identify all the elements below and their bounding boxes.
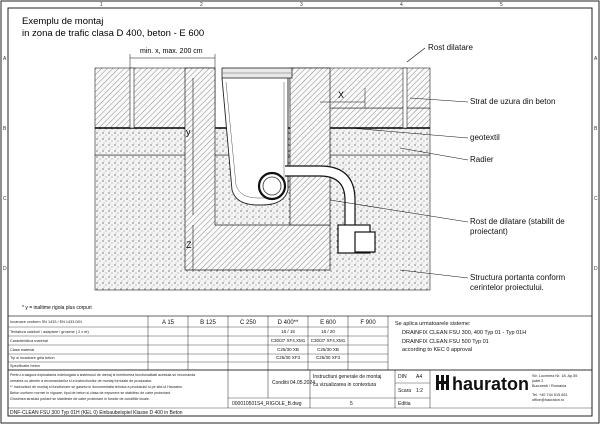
- table-row-label-5: Tip si incadrare grila beton: [10, 356, 55, 360]
- class-d400: D 400**: [277, 320, 299, 326]
- drawing-title-line2: in zona de trafic clasa D 400, beton - E 600: [22, 28, 205, 39]
- cell-d400-concrete-2: C25/30 XB: [277, 347, 299, 352]
- note-line-5: Grosimea stratului portant se stabileste de catre proiectant in functie de conditiile locale.: [10, 397, 150, 401]
- cell-d400-thickness: 16 / 15: [281, 329, 295, 334]
- grid-row-b: B: [3, 126, 7, 132]
- dimension-x-label: X: [338, 90, 345, 100]
- callout-rost-dilatare: Rost dilatare: [428, 43, 473, 52]
- address-line-2: judet 2: [532, 379, 544, 383]
- grid-row-d-right: D: [594, 266, 598, 272]
- wear-layer-right: [320, 108, 430, 128]
- callout-structura-1: Structura portanta conform: [470, 273, 566, 282]
- address-line-1: Str. Lucmirea Nr. 18, Ap.55: [532, 374, 578, 378]
- callout-structura-2: cerintelor proiectului.: [470, 283, 544, 292]
- grid-col-5: 5: [500, 2, 503, 8]
- grid-row-d: D: [3, 266, 7, 272]
- supply-line-2: DRAINFIX CLEAN FSU 500 Typ 01: [402, 339, 489, 345]
- note-line-1: Pentru a asigura exploatarea indelungata a sistemului de drenaj si mentinerea functionalitatii acestuia se recomanda: [10, 373, 196, 377]
- table-row-label-4: Clasa material: [10, 348, 35, 352]
- dimension-z-label: Z: [186, 240, 192, 250]
- din-label: DIN: [398, 374, 407, 380]
- supply-line-3: according to KEC 0 approval: [402, 347, 473, 353]
- grid-row-a-right: A: [594, 56, 598, 62]
- format-value: A4: [416, 374, 423, 380]
- cell-e600-concrete-3: C25/30 XF3: [315, 355, 341, 360]
- cell-e600-thickness: 16 / 20: [321, 329, 335, 334]
- callout-geotextil: geotextil: [470, 133, 500, 142]
- cell-d400-concrete-1: C30/37 XF4,XM1: [270, 338, 306, 343]
- callout-radier: Radier: [470, 155, 494, 164]
- grid-col-3: 3: [300, 2, 303, 8]
- class-e600: E 600: [320, 320, 336, 326]
- title-block: [8, 370, 592, 416]
- description-line-1: Instructiuni generale de montaj: [313, 374, 382, 380]
- cell-d400-concrete-3: C25/30 XF3: [275, 355, 301, 360]
- grid-row-c: C: [3, 196, 7, 202]
- expansion-joint-right: [403, 68, 407, 128]
- cell-e600-concrete-2: C25/30 XB: [317, 347, 339, 352]
- scale-label: Scara: [398, 388, 412, 394]
- grid-row-c-right: C: [594, 196, 598, 202]
- dimension-label-top: min. x, max. 200 cm: [140, 48, 203, 55]
- description-line-2: cu vizualizarea in contextura: [313, 382, 377, 388]
- cell-e600-concrete-1: C30/37 XF4,XM1: [310, 338, 346, 343]
- company-name: hauraton: [452, 374, 530, 394]
- email: office@hauraton.ro: [532, 398, 565, 402]
- sheet-number: 5: [350, 401, 353, 407]
- scale-value: 1:2: [416, 388, 423, 394]
- supply-line-1: DRAINFIX CLEAN FSU 300, 400 Typ 01 - Typ 01H: [402, 330, 527, 336]
- load-class-table: [8, 316, 592, 370]
- class-b125: B 125: [200, 320, 216, 326]
- phone: Tel. +40 744 515 651: [532, 393, 568, 397]
- supply-label: Se aplica urmatoarele sisteme:: [395, 321, 471, 327]
- table-row-label-6: Specificatie beton: [10, 364, 40, 368]
- dimension-y-label: y: [186, 127, 191, 137]
- grid-col-2: 2: [200, 2, 203, 8]
- edition-label: Editia: [398, 401, 411, 407]
- address-line-3: Bucuresti / Romania: [532, 384, 567, 388]
- grid-row-b-right: B: [594, 126, 598, 132]
- callout-rost-stabilit-1: Rost de dilatare (stabilit de: [470, 217, 565, 226]
- class-a15: A 15: [161, 320, 175, 326]
- grid-col-1: 1: [100, 2, 103, 8]
- table-row-label-2: Tentatura caieturii / adaptare / grosime ( 2 x et): [10, 330, 89, 334]
- table-row-label-1: Incarcare conform SN 1433 / EN 1433 DIN: [10, 320, 82, 324]
- drawing-title-line1: Exemplu de montaj: [22, 16, 104, 27]
- note-line-4: Beton conform normei in vigoare; tipul de beton si clasa de expunere se stabilesc de catre proiectant.: [10, 391, 172, 395]
- class-f900: F 900: [360, 320, 376, 326]
- drawing-number: 000010501S4_RIGOLE_B.dwg: [232, 401, 302, 407]
- outlet-pipe-socket: [355, 232, 375, 252]
- note-line-2: urmarea cu atentie a recomandarilor si a instructiunilor de montaj furnizate de producator.: [10, 379, 153, 383]
- note-line-3: ** Instructiuni de montaj si functionare se gasesc in documentatia tehnica a produsului si pe site-ul Hauraton: [10, 385, 182, 389]
- expansion-joint-left: [130, 68, 134, 128]
- footer-description: DNF-CLEAN FSU 300 Typ 01H (KEL 0) Einbaubeispiel Klasse D 400 in Beton: [10, 410, 183, 416]
- concrete-bed-right: [290, 68, 330, 225]
- table-row-label-3: Caracteristica material: [10, 339, 48, 343]
- callout-strat-uzura: Strat de uzura din beton: [470, 97, 556, 106]
- grid-row-a: A: [3, 56, 7, 62]
- callout-rost-stabilit-2: proiectant): [470, 227, 508, 236]
- class-c250: C 250: [239, 320, 257, 326]
- hauraton-logo: [436, 374, 529, 394]
- conditii-label: Conditii: [272, 380, 289, 386]
- drawing-date: 04.05.2024: [290, 380, 316, 386]
- grid-col-4: 4: [400, 2, 403, 8]
- footnote: * y = inaltime rigola plus corpuri: [22, 305, 92, 311]
